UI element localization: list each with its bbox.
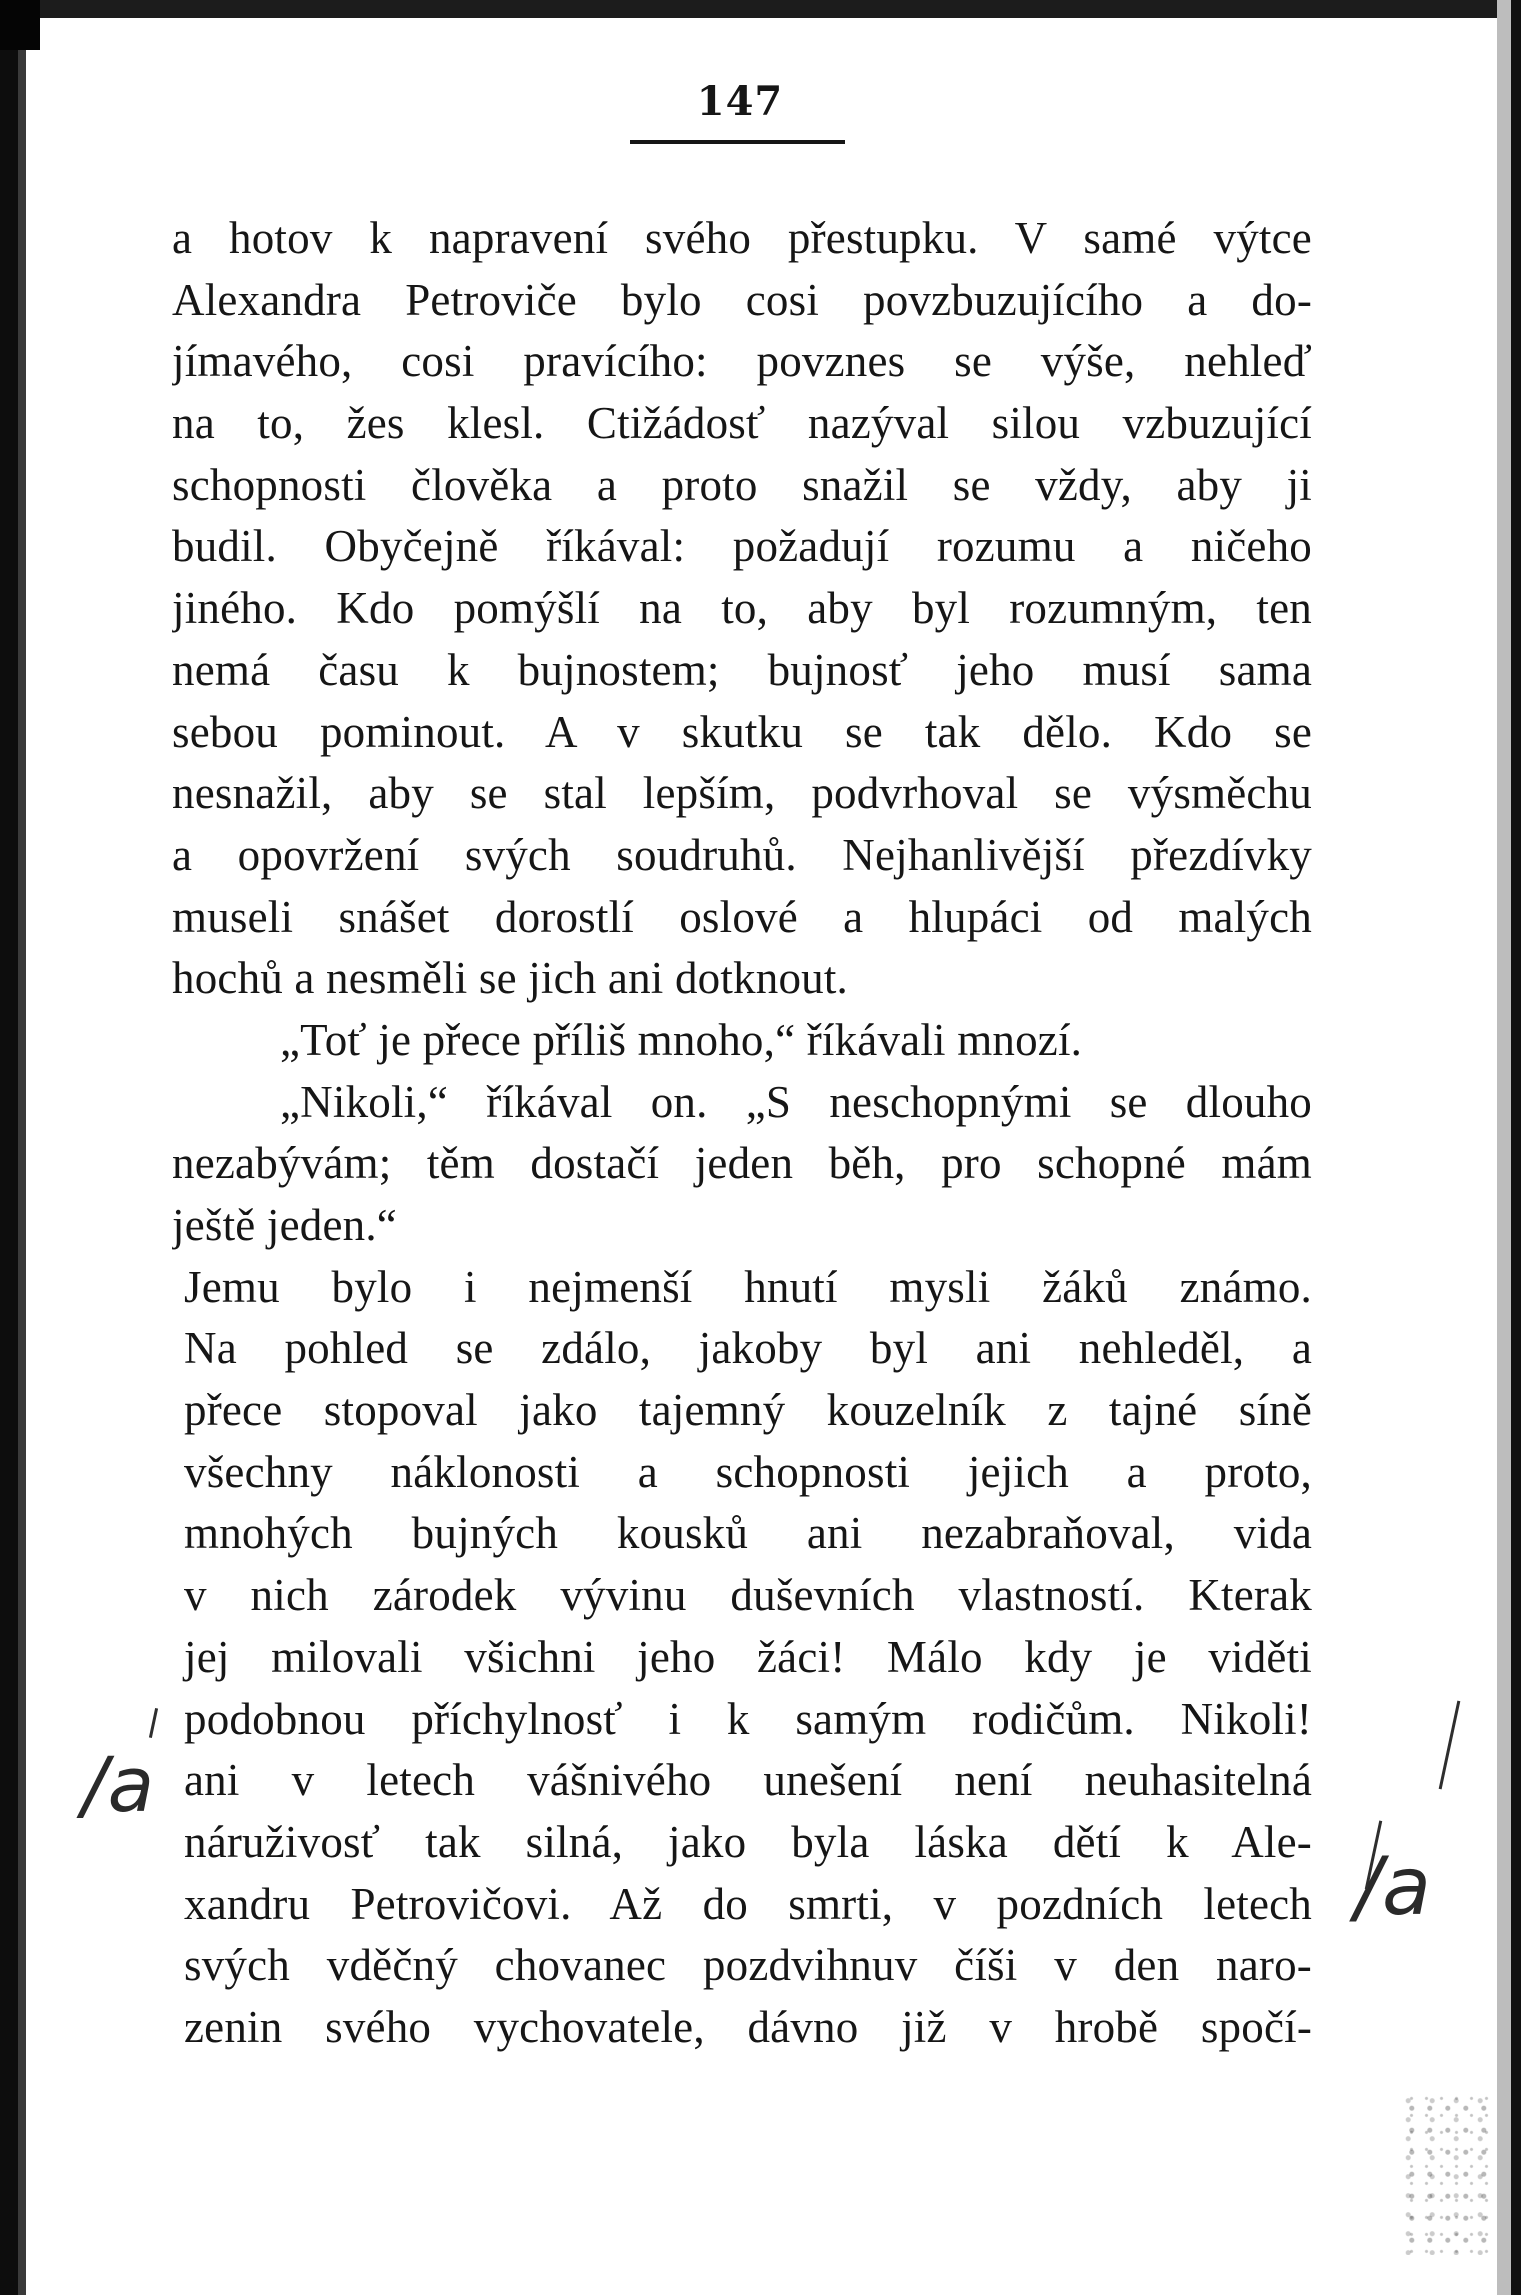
text-line: schopnosti člověka a proto snažil se vždy, aby ji [172, 459, 1312, 510]
text-line: Alexandra Petroviče bylo cosi povzbuzujícího a do- [172, 274, 1312, 325]
text-line: Na pohled se zdálo, jakoby byl ani nehleděl, a [184, 1323, 1312, 1374]
text-line: „Nikoli,“ říkával on. „S neschopnými se dlouho [280, 1076, 1312, 1127]
scan-top-edge [0, 0, 1521, 18]
handwritten-margin-note-left: /a [82, 1740, 155, 1829]
text-line: náruživosť tak silná, jako byla láska dětí k Ale- [184, 1816, 1312, 1867]
text-line: a opovržení svých soudruhů. Nejhanlivější přezdívky [172, 829, 1312, 880]
text-line: všechny náklonosti a schopnosti jejich a proto, [184, 1446, 1312, 1497]
handwritten-margin-note-right: /a [1355, 1840, 1431, 1933]
page-number-rule [630, 140, 845, 144]
scan-right-shadow [1497, 0, 1511, 2295]
text-line: budil. Obyčejně říkával: požadují rozumu a ničeho [172, 521, 1312, 572]
text-line: „Toť je přece příliš mnoho,“ říkávali mnozí. [280, 1014, 1083, 1065]
page-number: 147 [696, 78, 784, 125]
text-line: mnohých bujných kousků ani nezabraňoval, vida [184, 1508, 1312, 1559]
text-line: ještě jeden.“ [172, 1200, 397, 1250]
scan-left-edge [0, 0, 18, 2295]
text-line: jiného. Kdo pomýšlí na to, aby byl rozumným, ten [172, 583, 1312, 634]
text-line: museli snášet dorostlí oslové a hlupáci od malých [172, 891, 1312, 942]
scan-noise [1401, 2095, 1491, 2255]
text-line: zenin svého vychovatele, dávno již v hrobě spočí- [184, 2001, 1312, 2052]
text-line: nemá času k bujnostem; bujnosť jeho musí sama [172, 644, 1312, 695]
text-line: jej milovali všichni jeho žáci! Málo kdy je viděti [184, 1631, 1312, 1682]
text-line: Jemu bylo i nejmenší hnutí mysli žáků známo. [184, 1261, 1312, 1312]
text-line: xandru Petrovičovi. Až do smrti, v pozdních letech [184, 1878, 1312, 1929]
text-line: ani v letech vášnivého unešení není neuhasitelná [184, 1755, 1312, 1806]
pencil-mark [149, 1708, 158, 1738]
text-line: na to, žes klesl. Ctižádosť nazýval silou vzbuzující [172, 398, 1312, 449]
text-line: v nich zárodek vývinu duševních vlastností. Kterak [184, 1570, 1312, 1621]
scan-right-edge [1511, 0, 1521, 2295]
page-body [172, 208, 1312, 2059]
text-line: sebou pominout. A v skutku se tak dělo. Kdo se [172, 706, 1312, 757]
text-line: přece stopoval jako tajemný kouzelník z tajné síně [184, 1385, 1312, 1436]
text-line: svých vděčný chovanec pozdvihnuv číši v den naro- [184, 1940, 1312, 1991]
scan-left-shadow [18, 40, 26, 2295]
scan-corner [0, 0, 40, 50]
text-line: hochů a nesměli se jich ani dotknout. [172, 953, 849, 1004]
text-line: nezabývám; těm dostačí jeden běh, pro schopné mám [172, 1138, 1312, 1189]
text-line: jímavého, cosi pravícího: povznes se výše, nehleď [172, 336, 1312, 387]
pencil-mark [1439, 1701, 1461, 1790]
text-line: a hotov k napravení svého přestupku. V samé výtce [172, 213, 1312, 263]
text-line: podobnou příchylnosť i k samým rodičům. Nikoli! [184, 1693, 1312, 1744]
text-line: nesnažil, aby se stal lepším, podvrhoval se výsměchu [172, 768, 1312, 819]
